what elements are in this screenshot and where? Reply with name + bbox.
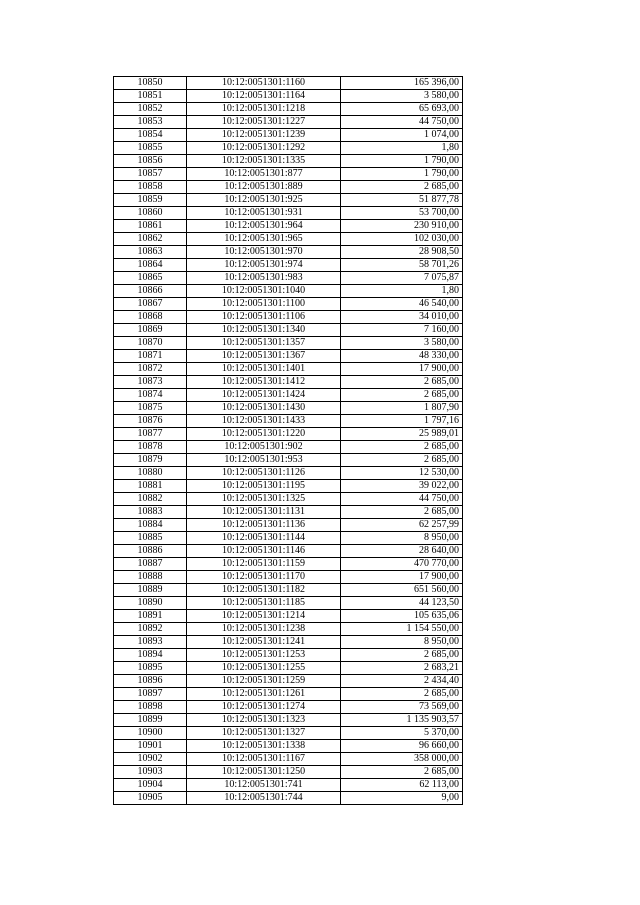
table-row (114, 363, 463, 376)
value-cell: 2 685,00 (341, 766, 463, 779)
row-number-cell: 10879 (114, 454, 187, 467)
cadastral-number-cell: 10:12:0051301:1227 (187, 116, 341, 129)
cadastral-number-cell: 10:12:0051301:1241 (187, 636, 341, 649)
row-number-cell: 10868 (114, 311, 187, 324)
row-number-cell: 10859 (114, 194, 187, 207)
value-cell: 7 075,87 (341, 272, 463, 285)
value-cell: 2 685,00 (341, 649, 463, 662)
table-row (114, 701, 463, 714)
table-row (114, 168, 463, 181)
value-cell: 9,00 (341, 792, 463, 805)
cadastral-number-cell: 10:12:0051301:1340 (187, 324, 341, 337)
value-cell: 1 790,00 (341, 155, 463, 168)
table-row (114, 415, 463, 428)
row-number-cell: 10871 (114, 350, 187, 363)
value-cell: 2 685,00 (341, 389, 463, 402)
value-cell: 28 640,00 (341, 545, 463, 558)
value-cell: 44 123,50 (341, 597, 463, 610)
table-row (114, 155, 463, 168)
value-cell: 102 030,00 (341, 233, 463, 246)
table-row (114, 376, 463, 389)
table-row (114, 493, 463, 506)
cadastral-number-cell: 10:12:0051301:1167 (187, 753, 341, 766)
cadastral-number-cell: 10:12:0051301:1367 (187, 350, 341, 363)
value-cell: 1 790,00 (341, 168, 463, 181)
value-cell: 51 877,78 (341, 194, 463, 207)
row-number-cell: 10895 (114, 662, 187, 675)
value-cell: 2 685,00 (341, 376, 463, 389)
table-row (114, 740, 463, 753)
table-row (114, 207, 463, 220)
row-number-cell: 10891 (114, 610, 187, 623)
cadastral-number-cell: 10:12:0051301:1220 (187, 428, 341, 441)
value-cell: 46 540,00 (341, 298, 463, 311)
cadastral-number-cell: 10:12:0051301:1335 (187, 155, 341, 168)
cadastral-number-cell: 10:12:0051301:1401 (187, 363, 341, 376)
value-cell: 58 701,26 (341, 259, 463, 272)
cadastral-number-cell: 10:12:0051301:1412 (187, 376, 341, 389)
cadastral-number-cell: 10:12:0051301:983 (187, 272, 341, 285)
row-number-cell: 10885 (114, 532, 187, 545)
value-cell: 3 580,00 (341, 90, 463, 103)
row-number-cell: 10858 (114, 181, 187, 194)
row-number-cell: 10897 (114, 688, 187, 701)
cadastral-number-cell: 10:12:0051301:925 (187, 194, 341, 207)
value-cell: 44 750,00 (341, 493, 463, 506)
cadastral-number-cell: 10:12:0051301:1274 (187, 701, 341, 714)
value-cell: 2 434,40 (341, 675, 463, 688)
cadastral-number-cell: 10:12:0051301:1131 (187, 506, 341, 519)
cadastral-number-cell: 10:12:0051301:1170 (187, 571, 341, 584)
row-number-cell: 10866 (114, 285, 187, 298)
cadastral-number-cell: 10:12:0051301:1239 (187, 129, 341, 142)
table-row (114, 610, 463, 623)
row-number-cell: 10867 (114, 298, 187, 311)
table-row (114, 558, 463, 571)
cadastral-number-cell: 10:12:0051301:1164 (187, 90, 341, 103)
cadastral-number-cell: 10:12:0051301:964 (187, 220, 341, 233)
value-cell: 165 396,00 (341, 77, 463, 90)
value-cell: 2 685,00 (341, 441, 463, 454)
cadastral-number-cell: 10:12:0051301:1292 (187, 142, 341, 155)
value-cell: 28 908,50 (341, 246, 463, 259)
cadastral-number-cell: 10:12:0051301:1146 (187, 545, 341, 558)
value-cell: 7 160,00 (341, 324, 463, 337)
cadastral-number-cell: 10:12:0051301:1106 (187, 311, 341, 324)
cadastral-number-cell: 10:12:0051301:1195 (187, 480, 341, 493)
cadastral-number-cell: 10:12:0051301:1238 (187, 623, 341, 636)
table-row (114, 337, 463, 350)
row-number-cell: 10864 (114, 259, 187, 272)
table-body (114, 77, 463, 805)
value-cell: 3 580,00 (341, 337, 463, 350)
cadastral-value-table (113, 76, 463, 805)
table-row (114, 428, 463, 441)
value-cell: 358 000,00 (341, 753, 463, 766)
row-number-cell: 10905 (114, 792, 187, 805)
value-cell: 105 635,06 (341, 610, 463, 623)
table-row (114, 298, 463, 311)
table-row (114, 220, 463, 233)
cadastral-number-cell: 10:12:0051301:889 (187, 181, 341, 194)
row-number-cell: 10898 (114, 701, 187, 714)
row-number-cell: 10873 (114, 376, 187, 389)
row-number-cell: 10899 (114, 714, 187, 727)
value-cell: 2 685,00 (341, 454, 463, 467)
value-cell: 65 693,00 (341, 103, 463, 116)
row-number-cell: 10863 (114, 246, 187, 259)
value-cell: 34 010,00 (341, 311, 463, 324)
cadastral-number-cell: 10:12:0051301:1100 (187, 298, 341, 311)
row-number-cell: 10875 (114, 402, 187, 415)
row-number-cell: 10851 (114, 90, 187, 103)
value-cell: 17 900,00 (341, 363, 463, 376)
row-number-cell: 10852 (114, 103, 187, 116)
value-cell: 2 683,21 (341, 662, 463, 675)
table-row (114, 649, 463, 662)
row-number-cell: 10877 (114, 428, 187, 441)
row-number-cell: 10894 (114, 649, 187, 662)
document-page (113, 76, 462, 805)
value-cell: 62 257,99 (341, 519, 463, 532)
table-row (114, 103, 463, 116)
row-number-cell: 10870 (114, 337, 187, 350)
value-cell: 5 370,00 (341, 727, 463, 740)
cadastral-number-cell: 10:12:0051301:1214 (187, 610, 341, 623)
table-row (114, 467, 463, 480)
row-number-cell: 10903 (114, 766, 187, 779)
cadastral-number-cell: 10:12:0051301:1040 (187, 285, 341, 298)
table-row (114, 129, 463, 142)
cadastral-number-cell: 10:12:0051301:1261 (187, 688, 341, 701)
table-row (114, 311, 463, 324)
row-number-cell: 10856 (114, 155, 187, 168)
row-number-cell: 10887 (114, 558, 187, 571)
value-cell: 2 685,00 (341, 181, 463, 194)
value-cell: 73 569,00 (341, 701, 463, 714)
table-row (114, 519, 463, 532)
value-cell: 53 700,00 (341, 207, 463, 220)
cadastral-number-cell: 10:12:0051301:1136 (187, 519, 341, 532)
value-cell: 230 910,00 (341, 220, 463, 233)
table-row (114, 441, 463, 454)
value-cell: 8 950,00 (341, 636, 463, 649)
cadastral-number-cell: 10:12:0051301:931 (187, 207, 341, 220)
cadastral-number-cell: 10:12:0051301:1433 (187, 415, 341, 428)
row-number-cell: 10860 (114, 207, 187, 220)
table-row (114, 727, 463, 740)
table-row (114, 142, 463, 155)
row-number-cell: 10900 (114, 727, 187, 740)
value-cell: 48 330,00 (341, 350, 463, 363)
cadastral-number-cell: 10:12:0051301:1325 (187, 493, 341, 506)
cadastral-number-cell: 10:12:0051301:970 (187, 246, 341, 259)
cadastral-number-cell: 10:12:0051301:1218 (187, 103, 341, 116)
table-row (114, 402, 463, 415)
table-row (114, 675, 463, 688)
value-cell: 12 530,00 (341, 467, 463, 480)
row-number-cell: 10854 (114, 129, 187, 142)
cadastral-number-cell: 10:12:0051301:1424 (187, 389, 341, 402)
row-number-cell: 10862 (114, 233, 187, 246)
value-cell: 1 135 903,57 (341, 714, 463, 727)
value-cell: 2 685,00 (341, 506, 463, 519)
table-row (114, 350, 463, 363)
cadastral-number-cell: 10:12:0051301:1259 (187, 675, 341, 688)
row-number-cell: 10882 (114, 493, 187, 506)
cadastral-number-cell: 10:12:0051301:744 (187, 792, 341, 805)
table-row (114, 545, 463, 558)
row-number-cell: 10857 (114, 168, 187, 181)
value-cell: 651 560,00 (341, 584, 463, 597)
table-row (114, 662, 463, 675)
table-row (114, 90, 463, 103)
row-number-cell: 10896 (114, 675, 187, 688)
row-number-cell: 10855 (114, 142, 187, 155)
table-row (114, 636, 463, 649)
table-row (114, 714, 463, 727)
table-row (114, 233, 463, 246)
cadastral-number-cell: 10:12:0051301:1323 (187, 714, 341, 727)
row-number-cell: 10889 (114, 584, 187, 597)
value-cell: 1 154 550,00 (341, 623, 463, 636)
cadastral-number-cell: 10:12:0051301:1126 (187, 467, 341, 480)
cadastral-number-cell: 10:12:0051301:1160 (187, 77, 341, 90)
value-cell: 25 989,01 (341, 428, 463, 441)
row-number-cell: 10876 (114, 415, 187, 428)
value-cell: 8 950,00 (341, 532, 463, 545)
table-row (114, 753, 463, 766)
table-row (114, 181, 463, 194)
table-row (114, 532, 463, 545)
row-number-cell: 10893 (114, 636, 187, 649)
row-number-cell: 10880 (114, 467, 187, 480)
table-row (114, 792, 463, 805)
value-cell: 470 770,00 (341, 558, 463, 571)
row-number-cell: 10886 (114, 545, 187, 558)
value-cell: 17 900,00 (341, 571, 463, 584)
cadastral-number-cell: 10:12:0051301:1357 (187, 337, 341, 350)
row-number-cell: 10881 (114, 480, 187, 493)
cadastral-number-cell: 10:12:0051301:1327 (187, 727, 341, 740)
row-number-cell: 10884 (114, 519, 187, 532)
row-number-cell: 10888 (114, 571, 187, 584)
cadastral-number-cell: 10:12:0051301:1185 (187, 597, 341, 610)
row-number-cell: 10904 (114, 779, 187, 792)
row-number-cell: 10902 (114, 753, 187, 766)
table-row (114, 506, 463, 519)
row-number-cell: 10890 (114, 597, 187, 610)
table-row (114, 584, 463, 597)
table-row (114, 194, 463, 207)
row-number-cell: 10901 (114, 740, 187, 753)
table-row (114, 779, 463, 792)
cadastral-number-cell: 10:12:0051301:1250 (187, 766, 341, 779)
cadastral-number-cell: 10:12:0051301:1253 (187, 649, 341, 662)
row-number-cell: 10861 (114, 220, 187, 233)
row-number-cell: 10883 (114, 506, 187, 519)
row-number-cell: 10892 (114, 623, 187, 636)
cadastral-number-cell: 10:12:0051301:1144 (187, 532, 341, 545)
row-number-cell: 10865 (114, 272, 187, 285)
value-cell: 1,80 (341, 142, 463, 155)
cadastral-number-cell: 10:12:0051301:953 (187, 454, 341, 467)
value-cell: 1,80 (341, 285, 463, 298)
table-row (114, 597, 463, 610)
value-cell: 44 750,00 (341, 116, 463, 129)
table-row (114, 571, 463, 584)
row-number-cell: 10878 (114, 441, 187, 454)
value-cell: 39 022,00 (341, 480, 463, 493)
table-row (114, 766, 463, 779)
table-row (114, 480, 463, 493)
cadastral-number-cell: 10:12:0051301:1182 (187, 584, 341, 597)
table-row (114, 623, 463, 636)
table-row (114, 246, 463, 259)
table-row (114, 454, 463, 467)
row-number-cell: 10850 (114, 77, 187, 90)
cadastral-number-cell: 10:12:0051301:965 (187, 233, 341, 246)
table-row (114, 389, 463, 402)
value-cell: 1 807,90 (341, 402, 463, 415)
table-row (114, 285, 463, 298)
cadastral-number-cell: 10:12:0051301:974 (187, 259, 341, 272)
cadastral-number-cell: 10:12:0051301:1338 (187, 740, 341, 753)
value-cell: 96 660,00 (341, 740, 463, 753)
table-row (114, 688, 463, 701)
value-cell: 1 797,16 (341, 415, 463, 428)
cadastral-number-cell: 10:12:0051301:1430 (187, 402, 341, 415)
cadastral-number-cell: 10:12:0051301:1255 (187, 662, 341, 675)
row-number-cell: 10874 (114, 389, 187, 402)
row-number-cell: 10853 (114, 116, 187, 129)
value-cell: 1 074,00 (341, 129, 463, 142)
cadastral-number-cell: 10:12:0051301:877 (187, 168, 341, 181)
table-row (114, 77, 463, 90)
table-row (114, 324, 463, 337)
value-cell: 2 685,00 (341, 688, 463, 701)
table-row (114, 272, 463, 285)
row-number-cell: 10872 (114, 363, 187, 376)
value-cell: 62 113,00 (341, 779, 463, 792)
cadastral-number-cell: 10:12:0051301:741 (187, 779, 341, 792)
cadastral-number-cell: 10:12:0051301:902 (187, 441, 341, 454)
table-row (114, 116, 463, 129)
cadastral-number-cell: 10:12:0051301:1159 (187, 558, 341, 571)
table-row (114, 259, 463, 272)
row-number-cell: 10869 (114, 324, 187, 337)
